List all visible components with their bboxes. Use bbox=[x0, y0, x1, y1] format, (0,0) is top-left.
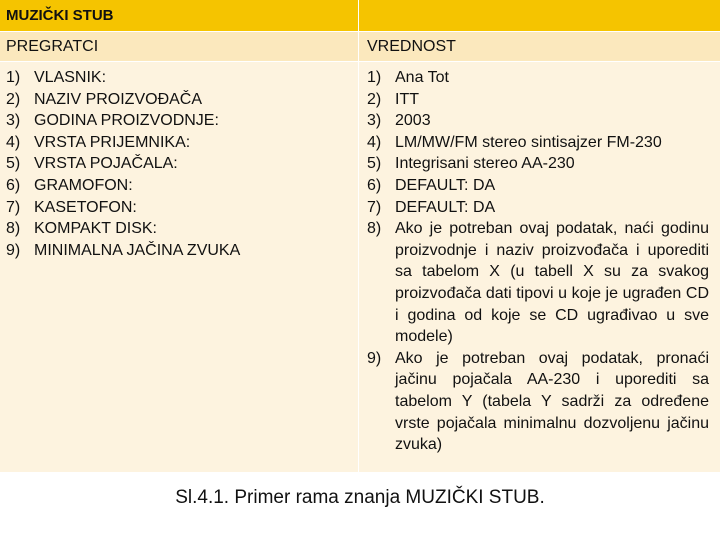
values-list bbox=[367, 67, 709, 456]
list-item: 4) LM/MW/FM stereo sintisajzer FM-230 bbox=[367, 133, 662, 151]
values-header: VREDNOST bbox=[367, 38, 456, 55]
list-item: 7) DEFAULT: DA bbox=[367, 198, 496, 216]
list-item: 8) KOMPAKT DISK: bbox=[6, 220, 157, 238]
list-item: 5) VRSTA POJAČALA: bbox=[6, 155, 178, 173]
list-item: 3) 2003 bbox=[367, 112, 431, 130]
list-item: 5) Integrisani stereo AA-230 bbox=[367, 155, 575, 173]
slots-list bbox=[6, 67, 240, 261]
list-item: 8) Ako je potreban ovaj podatak, naći godinu proizvodnje i naziv proizvođača i uporediti sa tabelom X (u tabell X su za svakog proizvođača dati tipovi u koje je ugrađen CD i godina od koje se CD ugrađivao u sve modele) bbox=[367, 220, 709, 346]
frame-title: MUZIČKI STUB bbox=[6, 7, 114, 24]
title-cell bbox=[0, 0, 358, 31]
list-item: 4) VRSTA PRIJEMNIKA: bbox=[6, 133, 191, 151]
title-cell-empty bbox=[359, 0, 720, 31]
list-item: 2) NAZIV PROIZVOĐAČA bbox=[6, 90, 203, 108]
list-item: 2) ITT bbox=[367, 90, 419, 108]
list-item: 7) KASETOFON: bbox=[6, 198, 137, 216]
list-item: 9) Ako je potreban ovaj podatak, pronaći jačinu pojačala AA-230 i uporediti sa tabelom Y (tabela Y sadrži za određene vrste pojačala minimalnu dozvoljenu jačinu zvuka) bbox=[367, 349, 709, 454]
list-item: 9) MINIMALNA JAČINA ZVUKA bbox=[6, 241, 241, 259]
figure-caption: Sl.4.1. Primer rama znanja MUZIČKI STUB. bbox=[175, 487, 545, 508]
slots-header: PREGRATCI bbox=[6, 38, 99, 55]
list-item: 6) DEFAULT: DA bbox=[367, 176, 496, 194]
list-item: 1) Ana Tot bbox=[367, 69, 449, 86]
list-item: 6) GRAMOFON: bbox=[6, 176, 133, 194]
list-item: 3) GODINA PROIZVODNJE: bbox=[6, 112, 219, 130]
list-item: 1) VLASNIK: bbox=[6, 69, 107, 86]
